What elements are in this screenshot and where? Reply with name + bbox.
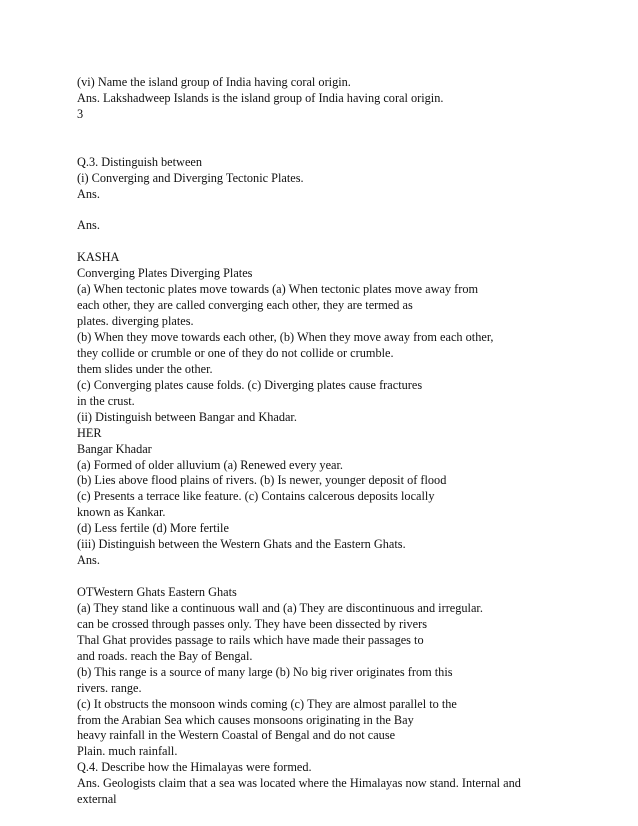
text-line: from the Arabian Sea which causes monsoons originating in the Bay bbox=[77, 712, 414, 727]
document-body bbox=[77, 75, 597, 808]
text-line: Ans. bbox=[77, 218, 100, 233]
text-line: rivers. range. bbox=[77, 680, 142, 695]
text-line: Converging Plates Diverging Plates bbox=[77, 266, 253, 281]
text-line: known as Kankar. bbox=[77, 505, 166, 520]
blank-space bbox=[77, 569, 597, 585]
text-line: (a) When tectonic plates move towards (a) When tectonic plates move away from bbox=[77, 282, 479, 297]
text-line: Ans. Geologists claim that a sea was located where the Himalayas now stand. Internal and bbox=[77, 776, 521, 791]
text-line: and roads. reach the Bay of Bengal. bbox=[77, 648, 253, 663]
text-line: plates. diverging plates. bbox=[77, 314, 194, 329]
text-line: Ans. bbox=[77, 186, 100, 201]
text-line: (a) They stand like a continuous wall and (a) They are discontinuous and irregular. bbox=[77, 600, 483, 615]
text-line: (b) When they move towards each other, (b) When they move away from each other, bbox=[77, 330, 494, 345]
text-line: Thal Ghat provides passage to rails which have made their passages to bbox=[77, 632, 424, 647]
text-line: each other, they are called converging each other, they are termed as bbox=[77, 298, 413, 313]
text-line: (c) Presents a terrace like feature. (c) Contains calcerous deposits locally bbox=[77, 489, 435, 504]
blank-space bbox=[77, 203, 597, 219]
text-line: Q.3. Distinguish between bbox=[77, 154, 203, 169]
text-line: (d) Less fertile (d) More fertile bbox=[77, 521, 229, 536]
text-line: HER bbox=[77, 425, 102, 440]
text-line: in the crust. bbox=[77, 393, 135, 408]
text-line: (b) This range is a source of many large (b) No big river originates from this bbox=[77, 664, 453, 679]
text-line: (iii) Distinguish between the Western Ghats and the Eastern Ghats. bbox=[77, 537, 406, 552]
text-line: OTWestern Ghats Eastern Ghats bbox=[77, 585, 237, 600]
text-line: (vi) Name the island group of India having coral origin. bbox=[77, 75, 351, 89]
text-line: them slides under the other. bbox=[77, 361, 213, 376]
text-line: heavy rainfall in the Western Coastal of Bengal and do not cause bbox=[77, 728, 396, 743]
text-line: (i) Converging and Diverging Tectonic Plates. bbox=[77, 170, 304, 185]
text-line: Ans. Lakshadweep Islands is the island group of India having coral origin. bbox=[77, 90, 444, 105]
text-line: external bbox=[77, 792, 117, 807]
text-line: (c) It obstructs the monsoon winds coming (c) They are almost parallel to the bbox=[77, 696, 457, 711]
blank-space bbox=[77, 234, 597, 250]
text-line: Q.4. Describe how the Himalayas were formed. bbox=[77, 760, 312, 775]
text-line: (b) Lies above flood plains of rivers. (b) Is newer, younger deposit of flood bbox=[77, 473, 447, 488]
blank-space bbox=[77, 123, 597, 155]
text-line: Plain. much rainfall. bbox=[77, 744, 178, 759]
text-line: Ans. bbox=[77, 553, 100, 568]
text-line: (c) Converging plates cause folds. (c) Diverging plates cause fractures bbox=[77, 377, 423, 392]
text-line: KASHA bbox=[77, 250, 120, 265]
text-line: can be crossed through passes only. They have been dissected by rivers bbox=[77, 616, 428, 631]
text-line: (ii) Distinguish between Bangar and Khadar. bbox=[77, 409, 297, 424]
text-line: (a) Formed of older alluvium (a) Renewed every year. bbox=[77, 457, 343, 472]
text-line: 3 bbox=[77, 106, 84, 121]
text-line: they collide or crumble or one of they do not collide or crumble. bbox=[77, 345, 394, 360]
text-line: Bangar Khadar bbox=[77, 441, 152, 456]
